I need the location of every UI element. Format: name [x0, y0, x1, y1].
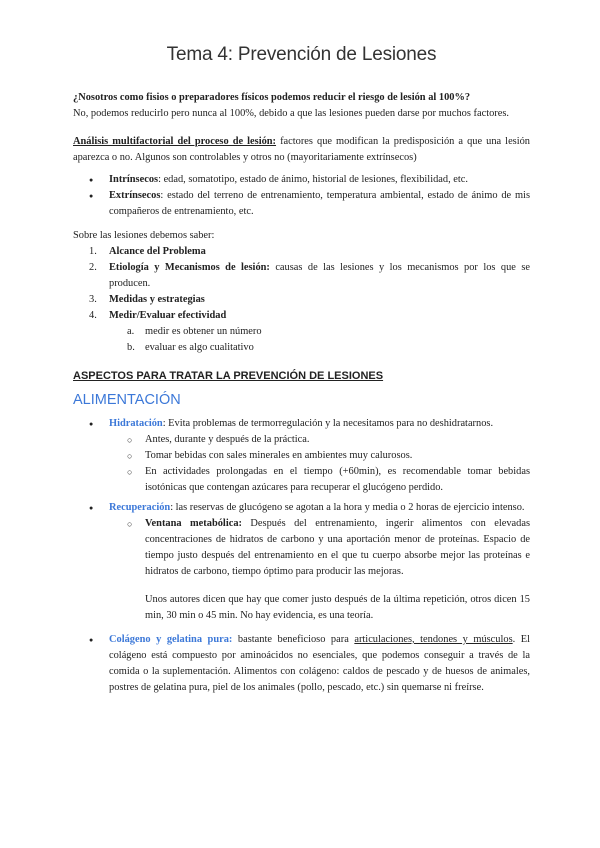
factor-text: : edad, somatotipo, estado de ánimo, historial de lesiones, flexibilidad, etc.: [158, 174, 468, 185]
collagen-text-a: bastante beneficioso para: [232, 634, 355, 645]
item-text: Antes, durante y después de la práctica.: [145, 434, 310, 445]
item-text: evaluar es algo cualitativo: [145, 342, 254, 353]
circle-bullet-icon: ○: [127, 451, 133, 461]
bullet-icon: ●: [89, 636, 94, 644]
item-letter: a.: [127, 326, 135, 337]
list-item: [73, 500, 530, 624]
item-number: 1.: [89, 246, 97, 257]
hydration-sublist: [109, 432, 530, 496]
analysis-paragraph: [73, 134, 530, 166]
factor-label: Extrínsecos: [109, 190, 161, 201]
list-item: [73, 416, 530, 496]
document-page: [73, 44, 530, 700]
factor-label: Intrínsecos: [109, 174, 159, 185]
window-label: Ventana metabólica:: [145, 518, 242, 529]
question-paragraph: [73, 90, 530, 122]
list-item: [109, 516, 530, 624]
circle-bullet-icon: ○: [127, 519, 133, 529]
question-text: ¿Nosotros como fisios o preparadores físicos podemos reducir el riesgo de lesión al 100%?: [73, 92, 471, 103]
hydration-label: Hidratación: [109, 418, 163, 429]
list-item: [73, 632, 530, 696]
list-item: [73, 308, 530, 356]
circle-bullet-icon: ○: [127, 435, 133, 445]
item-label: Alcance del Problema: [109, 246, 206, 257]
subsection-heading: ALIMENTACIÓN: [73, 392, 181, 408]
recovery-label: Recuperación: [109, 502, 171, 513]
window-text: Después del entrenamiento, ingerir alimentos con elevadas concentraciones de hidratos de carbono y una aportación menor de proteínas. Espacio de tiempo justo después del entrenamiento en el que tu cuerpo absorbe mejor las proteínas e hidratos de carbono, tiempo óptimo para producir las mejoras.: [145, 518, 530, 577]
item-text: Tomar bebidas con sales minerales en ambientes muy calurosos.: [145, 450, 413, 461]
list-item: [73, 260, 530, 292]
factor-text: : estado del terreno de entrenamiento, temperatura ambiental, estado de ánimo de mis compañeros de entrenamiento, etc.: [109, 190, 530, 217]
item-number: 4.: [89, 310, 97, 321]
item-text: En actividades prolongadas en el tiempo (+60min), es recomendable tomar bebidas isotónicas que contengan azúcares para recuperar el glucógeno perdido.: [145, 466, 530, 493]
item-text: causas de las lesiones y los mecanismos por los que se producen.: [109, 262, 530, 289]
factors-list: [73, 172, 530, 220]
item-label: Medir/Evaluar efectividad: [109, 310, 227, 321]
bullet-icon: ●: [89, 420, 94, 428]
collagen-underline: articulaciones, tendones y músculos: [354, 634, 513, 645]
list-item: [73, 324, 530, 340]
list-item: [109, 448, 530, 464]
measure-list: [109, 324, 530, 356]
list-item: [73, 244, 530, 260]
recovery-text: : las reservas de glucógeno se agotan a la hora y media o 2 horas de ejercicio intenso.: [170, 502, 525, 513]
recovery-extra: Unos autores dicen que hay que comer justo después de la última repetición, otros dicen 15 min, 30 min o 45 min. No hay evidencia, es una teoría.: [145, 594, 530, 621]
item-label: Medidas y estrategias: [109, 294, 205, 305]
page-title: Tema 4: Prevención de Lesiones: [166, 44, 437, 65]
item-number: 3.: [89, 294, 97, 305]
section-heading: ASPECTOS PARA TRATAR LA PREVENCIÓN DE LESIONES: [73, 370, 384, 382]
list-item: [73, 292, 530, 308]
bullet-icon: ●: [89, 504, 94, 512]
list-item: [109, 432, 530, 448]
collagen-text-b: . El colágeno está compuesto por aminoácidos no esenciales, que podemos conseguir a través de la comida o la suplementación. Alimentos con colágeno: caldos de pescado y de huesos de animales, postres de gelatina pura, piel de los animales (pollo, pescado, etc.) sin quemarse ni freírse.: [109, 634, 530, 693]
list-item: [109, 464, 530, 496]
collagen-label: Colágeno y gelatina pura:: [109, 634, 233, 645]
analysis-label: Análisis multifactorial del proceso de lesión:: [73, 136, 277, 147]
item-number: 2.: [89, 262, 97, 273]
item-text: medir es obtener un número: [145, 326, 262, 337]
analysis-text: factores que modifican la predisposición a que una lesión aparezca o no. Algunos son controlables y otros no (mayoritariamente extrínsecos): [73, 136, 530, 163]
item-letter: b.: [127, 342, 135, 353]
circle-bullet-icon: ○: [127, 467, 133, 477]
list-item: [73, 340, 530, 356]
nutrition-list: [73, 416, 530, 696]
recovery-sublist: [109, 516, 530, 624]
question-answer: No, podemos reducirlo pero nunca al 100%, debido a que las lesiones pueden darse por muchos factores.: [73, 108, 509, 119]
know-intro: Sobre las lesiones debemos saber:: [73, 230, 215, 241]
item-label: Etiología y Mecanismos de lesión:: [109, 262, 270, 273]
hydration-text: : Evita problemas de termorregulación y la necesitamos para no deshidratarnos.: [162, 418, 494, 429]
know-list: [73, 244, 530, 356]
list-item: [73, 172, 530, 188]
list-item: [73, 188, 530, 220]
